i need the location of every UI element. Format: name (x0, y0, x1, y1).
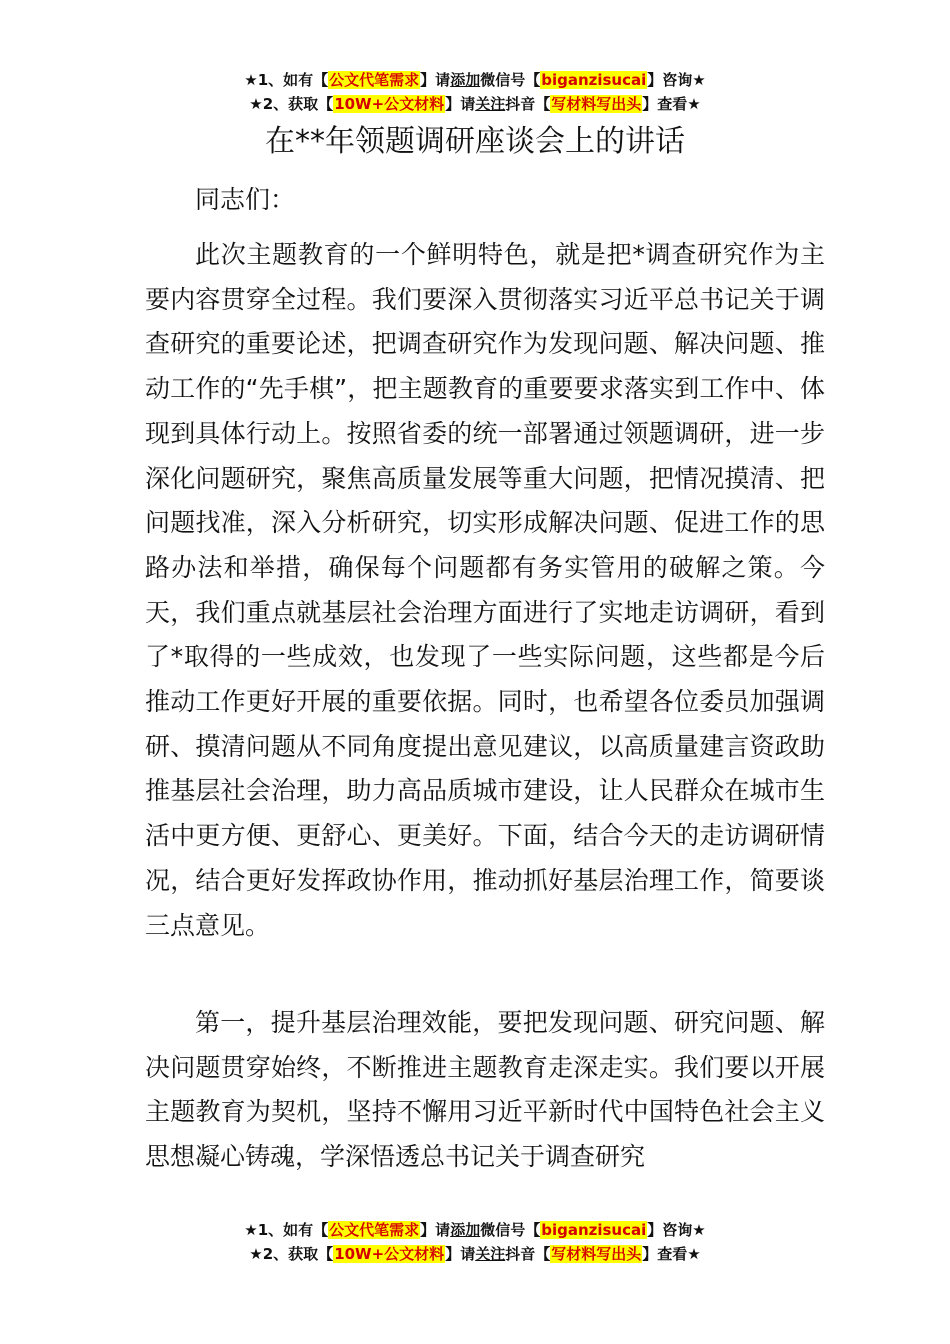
banner-line-1: ★1、如有【公文代笔需求】请添加微信号【biganzisucai】咨询★ (244, 71, 706, 89)
highlight-wechat-id: biganzisucai (541, 1221, 647, 1239)
highlight-materials: 10W+公文材料 (334, 1245, 445, 1263)
banner-line-1: ★1、如有【公文代笔需求】请添加微信号【biganzisucai】咨询★ (244, 1221, 706, 1239)
footer-banner (0, 1218, 950, 1266)
banner-line-2: ★2、获取【10W+公文材料】请关注抖音【写材料写出头】查看★ (249, 95, 701, 113)
body-paragraph-2 (145, 1001, 825, 1180)
highlight-wechat-id: biganzisucai (541, 71, 647, 89)
highlight-douyin: 写材料写出头 (551, 1245, 642, 1263)
highlight-service: 公文代笔需求 (329, 71, 420, 89)
highlight-douyin: 写材料写出头 (551, 95, 642, 113)
banner-line-2: ★2、获取【10W+公文材料】请关注抖音【写材料写出头】查看★ (249, 1245, 701, 1263)
highlight-materials: 10W+公文材料 (334, 95, 445, 113)
greeting: 同志们： (195, 185, 296, 214)
paragraph-text: 此次主题教育的一个鲜明特色，就是把*调查研究作为主要内容贯穿全过程。我们要深入贯彻落实习近平总书记关于调查研究的重要论述，把调查研究作为发现问题、解决问题、推动工作的“先手棋”，把主题教育的重要要求落实到工作中、体现到具体行动上。按照省委的统一部署通过领题调研，进一步深化问题研究，聚焦高质量发展等重大问题，把情况摸清、把问题找准，深入分析研究，切实形成解决问题、促进工作的思路办法和举措，确保每个问题都有务实管用的破解之策。今天，我们重点就基层社会治理方面进行了实地走访调研，看到了*取得的一些成效，也发现了一些实际问题，这些都是今后推动工作更好开展的重要依据。同时，也希望各位委员加强调研、摸清问题从不同角度提出意见建议，以高质量建言资政助推基层社会治理，助力高品质城市建设，让人民群众在城市生活中更方便、更舒心、更美好。下面，结合今天的走访调研情况，结合更好发挥政协作用，推动抓好基层治理工作，简要谈三点意见。 (145, 240, 825, 940)
highlight-service: 公文代笔需求 (329, 1221, 420, 1239)
body-paragraph-1 (145, 233, 825, 948)
paragraph-text: 第一，提升基层治理效能，要把发现问题、研究问题、解决问题贯穿始终，不断推进主题教育走深走实。我们要以开展主题教育为契机，坚持不懈用习近平新时代中国特色社会主义思想凝心铸魂，学深悟透总书记关于调查研究 (145, 1008, 825, 1172)
header-banner (0, 68, 950, 116)
document-title: 在**年领题调研座谈会上的讲话 (265, 124, 685, 159)
